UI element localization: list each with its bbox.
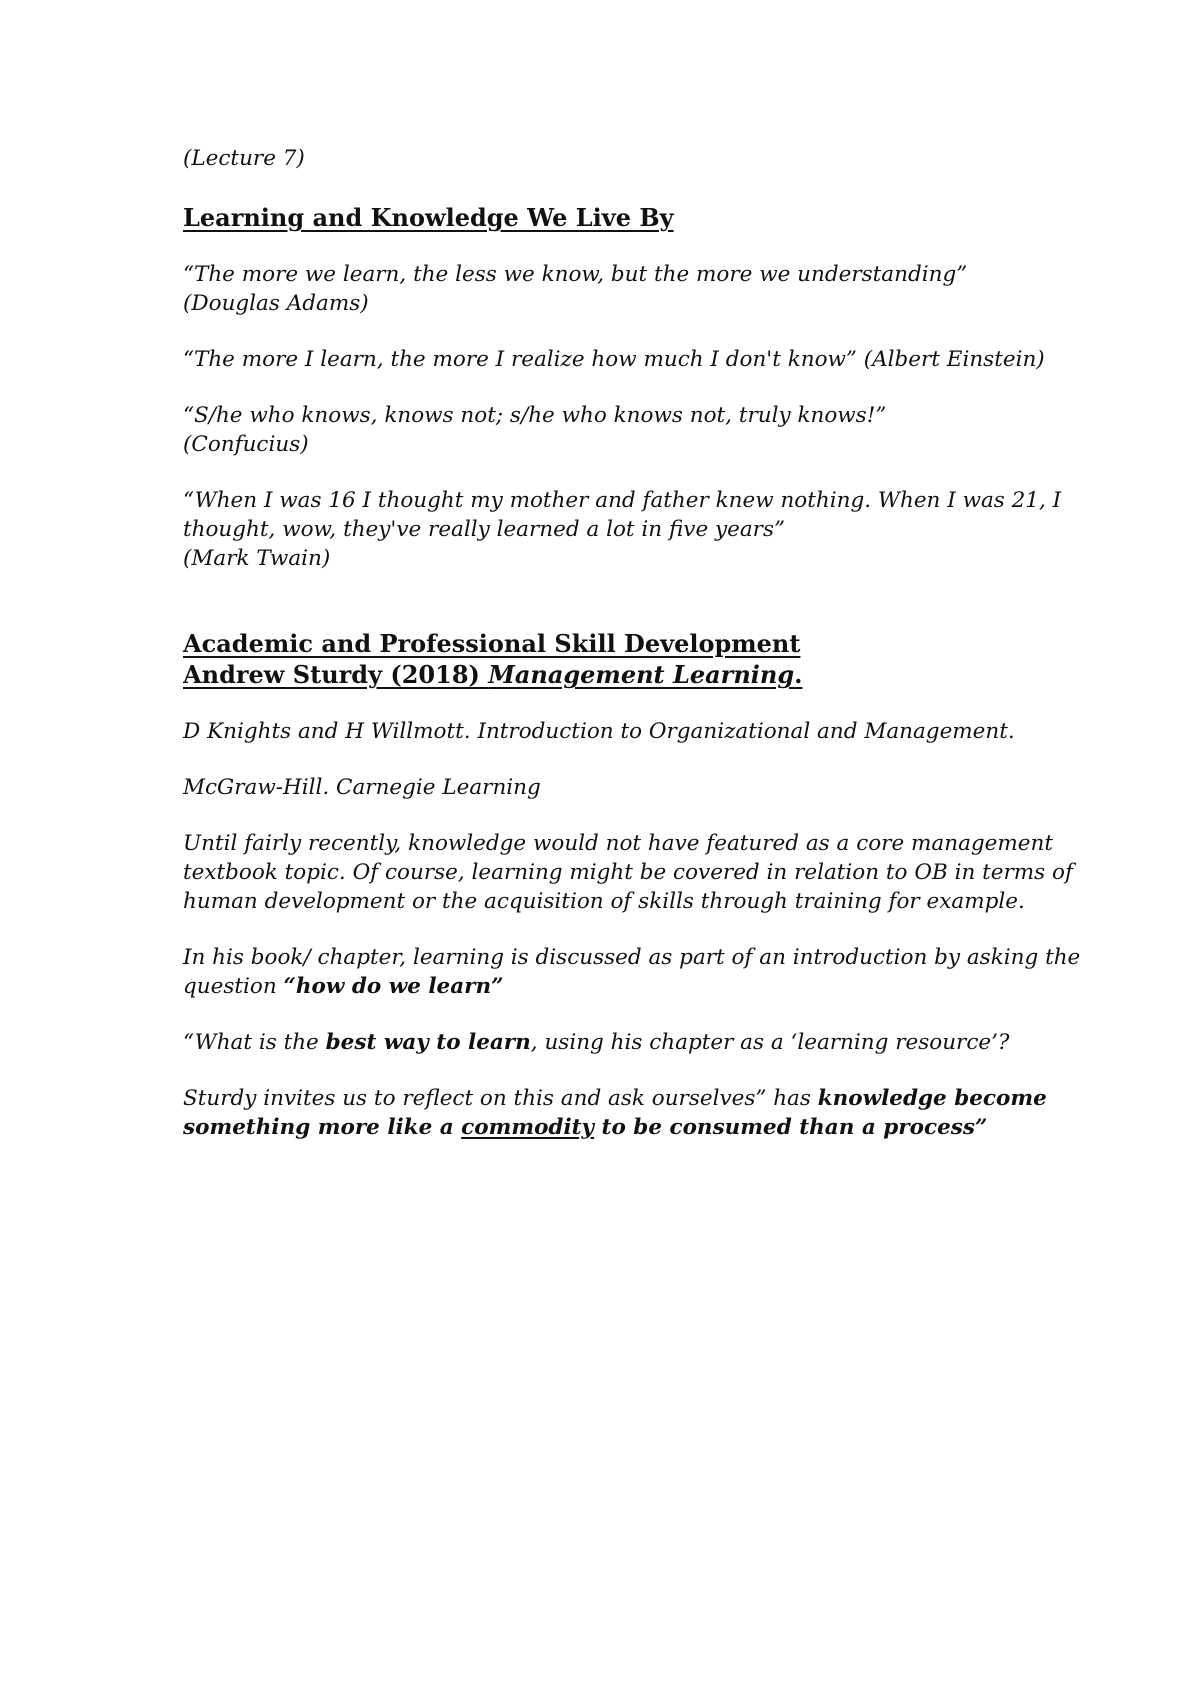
quote-text: “The more we learn, the less we know, but the more we understanding” — [183, 262, 968, 287]
paragraph-best-way — [183, 1028, 1043, 1057]
paragraph-line: human development or the acquisition of skills through training for example. — [183, 889, 1025, 914]
reference-heading-sturdy — [183, 659, 1043, 690]
paragraph-line: Until fairly recently, knowledge would not have featured as a core management — [183, 831, 1053, 856]
paragraph-text: Sturdy invites us to reflect on this and ask ourselves” has — [183, 1086, 818, 1111]
paragraph-line — [183, 1084, 1047, 1113]
quote-mark-twain — [183, 486, 1062, 573]
document-body — [183, 144, 1081, 1142]
emphasis-commodity: commodity — [461, 1115, 595, 1140]
quote-confucius — [183, 401, 1043, 459]
quote-attribution: (Mark Twain) — [183, 546, 331, 571]
emphasis-text: something more like a — [183, 1115, 462, 1140]
reference-title: Management Learning — [488, 660, 795, 689]
section-heading-learning-knowledge: Learning and Knowledge We Live By — [183, 203, 674, 232]
reference-period: . — [794, 660, 803, 689]
quote-attribution: (Confucius) — [183, 432, 309, 457]
quote-albert-einstein — [183, 345, 1043, 374]
quote-text: “S/he who knows, knows not; s/he who knows not, truly knows!” — [183, 403, 887, 428]
paragraph-text: “What is the — [183, 1030, 326, 1055]
paragraph-line — [183, 1113, 1043, 1142]
quote-attribution: (Douglas Adams) — [183, 291, 369, 316]
paragraph-line — [183, 1028, 1043, 1057]
paragraph-text: question — [183, 974, 284, 999]
reference-publisher: McGraw-Hill. Carnegie Learning — [183, 775, 541, 800]
quote-text: “The more I learn, the more I realize how much I don't know” (Albert Einstein) — [183, 347, 1045, 372]
reference-knights-willmott: D Knights and H Willmott. Introduction to Organizational and Management. — [183, 719, 1015, 744]
paragraph-text: , using his chapter as a ‘learning resource’? — [530, 1030, 1010, 1055]
section-heading-skill-development: Academic and Professional Skill Development — [183, 629, 801, 658]
emphasis-text: to be consumed than a process” — [594, 1115, 988, 1140]
emphasis-knowledge: knowledge become — [817, 1086, 1047, 1111]
quote-text-continued: thought, wow, they've really learned a lot in five years” — [183, 517, 785, 542]
paragraph-line: textbook topic. Of course, learning might be covered in relation to OB in terms of — [183, 860, 1073, 885]
paragraph-line: In his book/ chapter, learning is discussed as part of an introduction by asking the — [183, 945, 1081, 970]
lecture-label: (Lecture 7) — [183, 146, 305, 171]
reference-author-year: Andrew Sturdy (2018) — [183, 660, 489, 689]
paragraph-how-do-we-learn — [183, 943, 1081, 1001]
paragraph-knowledge-topic — [183, 829, 1073, 916]
paragraph-commodity — [183, 1084, 1047, 1142]
emphasis-best-way: best way to learn — [325, 1030, 531, 1055]
paragraph-line — [183, 972, 1043, 1001]
quote-text: “When I was 16 I thought my mother and father knew nothing. When I was 21, I — [183, 488, 1062, 513]
emphasis-question: “how do we learn” — [283, 974, 504, 999]
quote-douglas-adams — [183, 260, 1043, 318]
